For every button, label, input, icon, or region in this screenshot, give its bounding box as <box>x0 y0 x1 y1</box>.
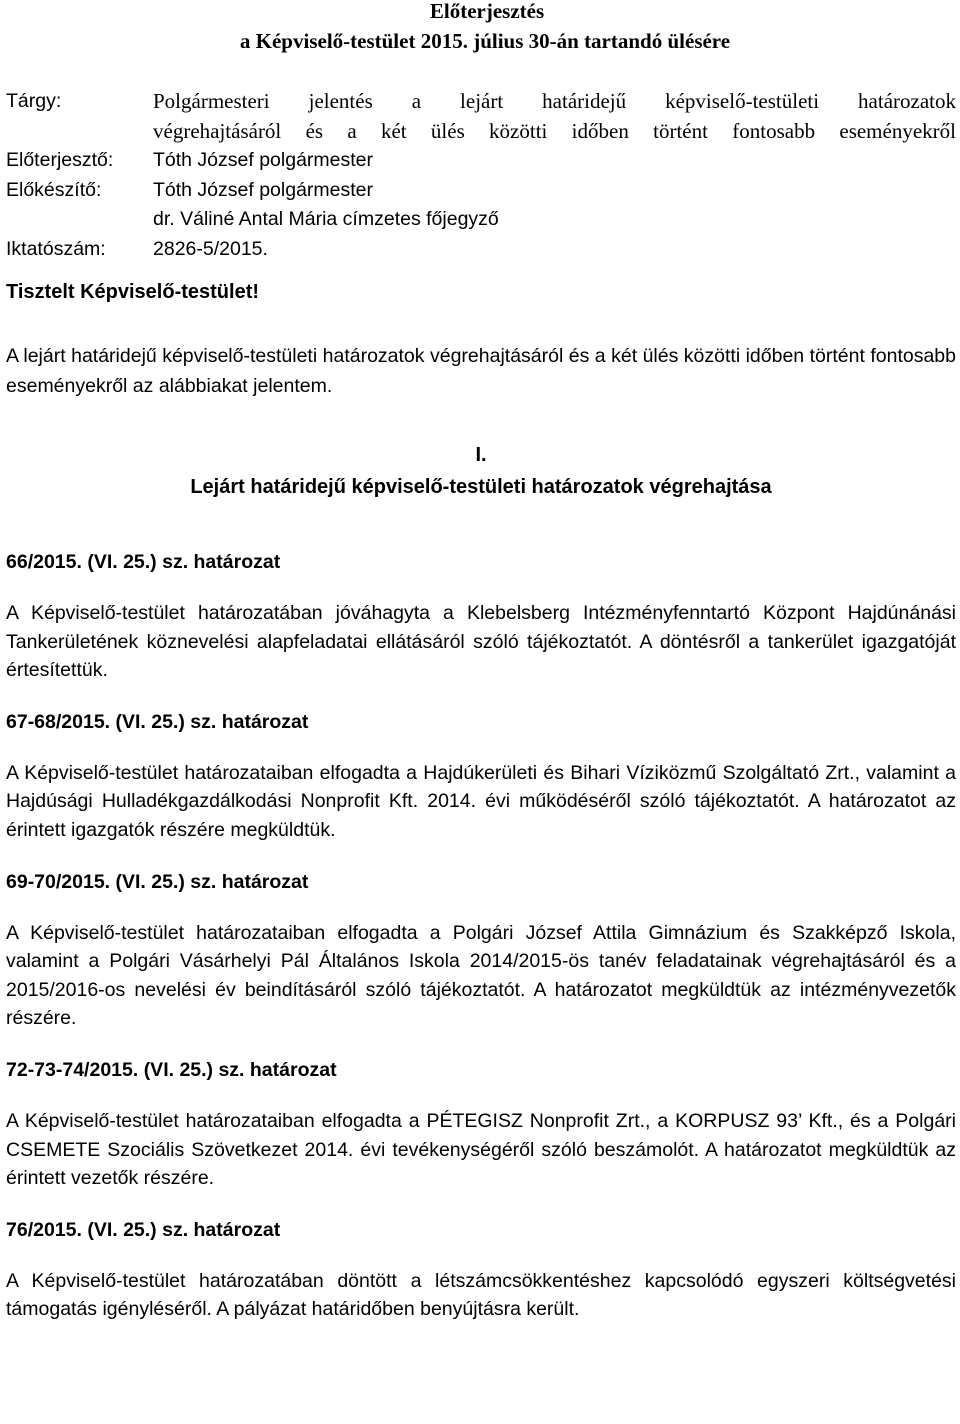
document-subtitle: a Képviselő-testület 2015. július 30-án tartandó ülésére <box>239 29 731 53</box>
meta-subject-line1: Polgármesteri jelentés a lejárt határidejű képviselő-testületi határozatok <box>153 89 956 113</box>
resolution-text: A Képviselő-testület határozataiban elfogadta a Hajdúkerületi és Bihari Víziközmű Szolgáltató Zrt., valamint a Hajdúsági Hulladékgazdálkodási Nonprofit Kft. 2014. évi működéséről szóló tájékoztatót. A határozatot az érintett igazgatók részére megküldtük. <box>6 761 956 841</box>
meta-file-value: 2826-5/2015. <box>153 237 268 260</box>
resolution-heading: 72-73-74/2015. (VI. 25.) sz. határozat <box>6 1058 337 1081</box>
resolution-text: A Képviselő-testület határozataiban elfogadta a Polgári József Attila Gimnázium és Szakképző Iskola, valamint a Polgári Vásárhelyi Pál Általános Iskola 2014/2015-ös tanév feladatainak végrehajtásáról és a 2015/2016-os nevelési év beindításáról szóló tájékoztatót. A határozatot megküldtük az intézményvezetők részére. <box>6 921 956 1030</box>
meta-subject-line2: végrehajtásáról és a két ülés közötti időben történt fontosabb eseményekről <box>153 118 956 143</box>
resolution-text: A Képviselő-testület határozataiban elfogadta a PÉTEGISZ Nonprofit Zrt., a KORPUSZ 93’ Kft., és a Polgári CSEMETE Szociális Szövetkezet 2014. évi tevékenységéről szóló beszámolót. A határozatot megküldtük az érintett vezetők részére. <box>6 1109 956 1190</box>
section-heading <box>6 439 956 503</box>
meta-preparer-value <box>153 176 956 235</box>
meta-preparer-label: Előkészítő: <box>6 178 102 201</box>
section-title: Lejárt határidejű képviselő-testületi határozatok végrehajtása <box>190 476 772 498</box>
resolution-heading: 67-68/2015. (VI. 25.) sz. határozat <box>6 710 309 733</box>
resolution-heading: 76/2015. (VI. 25.) sz. határozat <box>6 1218 281 1241</box>
meta-file-label: Iktatószám: <box>6 237 106 260</box>
resolution-item <box>6 548 956 685</box>
meta-preparer-value-2: dr. Váliné Antal Mária címzetes főjegyző <box>153 208 499 230</box>
salutation: Tisztelt Képviselő-testület! <box>6 281 260 303</box>
resolution-text: A Képviselő-testület határozatában jóváhagyta a Klebelsberg Intézményfenntartó Központ Hajdúnánási Tankerületének köznevelési alapfeladatai ellátásáról szóló tájékoztatót. A döntésről a tankerület igazgatóját értesítettük. <box>6 602 956 682</box>
meta-presenter-row <box>6 146 956 176</box>
resolution-item <box>6 708 956 845</box>
meta-presenter-label: Előterjesztő: <box>6 149 114 171</box>
meta-subject-value <box>153 87 956 146</box>
meta-subject-label: Tárgy: <box>6 90 62 112</box>
document-meta <box>6 87 956 264</box>
resolution-item <box>6 1216 956 1324</box>
resolution-text: A Képviselő-testület határozatában döntött a létszámcsökkentéshez kapcsolódó egyszeri költségvetési támogatás igényléséről. A pályázat határidőben benyújtásra került. <box>6 1269 956 1321</box>
intro-paragraph: A lejárt határidejű képviselő-testületi határozatok végrehajtásáról és a két ülés közötti időben történt fontosabb eseményekről az alábbiakat jelentem. <box>6 345 956 397</box>
resolution-item <box>6 868 956 1033</box>
meta-file-row <box>6 235 956 265</box>
meta-presenter-value: Tóth József polgármester <box>153 149 374 171</box>
resolution-item <box>6 1056 956 1193</box>
section-number: I. <box>475 444 487 466</box>
document-page <box>6 0 956 1324</box>
resolution-heading: 69-70/2015. (VI. 25.) sz. határozat <box>6 870 309 893</box>
document-title-block <box>6 0 956 56</box>
meta-preparer-row <box>6 176 956 235</box>
meta-subject-row <box>6 87 956 146</box>
document-title: Előterjesztés <box>429 0 545 23</box>
meta-preparer-value-1: Tóth József polgármester <box>153 178 374 201</box>
resolution-heading: 66/2015. (VI. 25.) sz. határozat <box>6 551 281 573</box>
